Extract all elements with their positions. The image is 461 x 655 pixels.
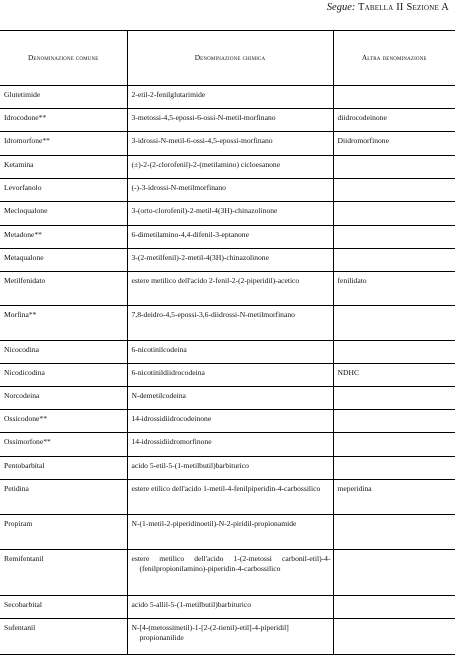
common-name-cell-text: Idromorfone**	[4, 136, 50, 145]
chemical-name-cell	[127, 272, 333, 306]
other-name-cell	[333, 156, 455, 179]
other-name-cell-text: meperidina	[337, 484, 372, 493]
chemical-name-cell	[127, 109, 333, 132]
common-name-cell-text: Propiram	[4, 519, 33, 528]
chemical-name-cell	[127, 410, 333, 433]
header-denominazione-chimica: Denominazione chimica	[127, 31, 333, 86]
table-row	[0, 364, 455, 387]
table-header-row	[0, 31, 455, 86]
common-name-cell	[0, 109, 127, 132]
common-name-cell	[0, 156, 127, 179]
table-row	[0, 249, 455, 272]
other-name-cell-text: fenilidato	[337, 276, 367, 285]
table-row	[0, 306, 455, 341]
chemical-name-cell-text: 7,8-deidro-4,5-epossi-3,6-diidrossi-N-metilmorfinano	[131, 310, 295, 319]
chemical-name-cell-text: 6-nicotinilcodeina	[131, 345, 187, 354]
common-name-cell	[0, 433, 127, 457]
other-name-cell	[333, 410, 455, 433]
chemical-name-cell-text: estere etilico dell'acido 1-metil-4-fenilpiperidin-4-carbossilico	[131, 484, 321, 493]
table-row	[0, 410, 455, 433]
chemical-name-cell-text: 3-metossi-4,5-epossi-6-ossi-N-metil-morfinano	[131, 113, 276, 122]
other-name-cell	[333, 109, 455, 132]
chemical-name-cell-text: estere metilico dell'acido 1-(2-metossi carbonil-etil)-4-(fenilpropionilamino)-piperidin-4-carbossilico	[131, 554, 331, 573]
table-row	[0, 132, 455, 156]
chemical-name-cell-text: 14-idrossidiidrocodeinone	[131, 414, 212, 423]
chemical-name-cell-text: 6-nicotinildiidrocodeina	[131, 368, 205, 377]
chemical-name-cell	[127, 596, 333, 619]
chemical-name-cell-text: 3-(orto-clorofenil)-2-metil-4(3H)-chinazolinone	[131, 206, 278, 215]
table-title: Tabella II Sezione A	[357, 2, 449, 13]
common-name-cell-text: Metadone**	[4, 230, 42, 239]
other-name-cell	[333, 457, 455, 480]
chemical-name-cell	[127, 619, 333, 655]
table-row	[0, 86, 455, 109]
substances-table	[0, 30, 455, 655]
chemical-name-cell-text: 3-idrossi-N-metil-6-ossi-4,5-epossi-morfinano	[131, 136, 273, 145]
common-name-cell-text: Metaqualone	[4, 253, 44, 262]
other-name-cell	[333, 433, 455, 457]
other-name-cell	[333, 515, 455, 550]
common-name-cell	[0, 480, 127, 515]
chemical-name-cell-text: (±)-2-(2-clorofenil)-2-(metilamino) cicloesanone	[131, 160, 281, 169]
common-name-cell	[0, 226, 127, 249]
common-name-cell	[0, 86, 127, 109]
chemical-name-cell	[127, 86, 333, 109]
other-name-cell	[333, 226, 455, 249]
common-name-cell-text: Norcodeina	[4, 391, 40, 400]
chemical-name-cell-text: 6-dimetilamino-4,4-difenil-3-eptanone	[131, 230, 249, 239]
chemical-name-cell-text: acido 5-allil-5-(1-metilbutil)barbiturico	[131, 600, 252, 609]
common-name-cell	[0, 132, 127, 156]
chemical-name-cell	[127, 156, 333, 179]
table-row	[0, 109, 455, 132]
common-name-cell-text: Sufentanil	[4, 623, 36, 632]
other-name-cell	[333, 341, 455, 364]
header-altra-denominazione: Altra denominazione	[333, 31, 455, 86]
chemical-name-cell	[127, 457, 333, 480]
chemical-name-cell	[127, 249, 333, 272]
common-name-cell-text: Metilfenidato	[4, 276, 46, 285]
common-name-cell	[0, 249, 127, 272]
table-row	[0, 341, 455, 364]
other-name-cell	[333, 387, 455, 410]
chemical-name-cell	[127, 364, 333, 387]
other-name-cell	[333, 306, 455, 341]
chemical-name-cell	[127, 550, 333, 596]
table-row	[0, 226, 455, 249]
common-name-cell	[0, 457, 127, 480]
other-name-cell	[333, 249, 455, 272]
common-name-cell-text: Petidina	[4, 484, 29, 493]
continuation-label: Segue:	[326, 2, 356, 13]
chemical-name-cell	[127, 202, 333, 226]
table-row	[0, 387, 455, 410]
table-row	[0, 515, 455, 550]
chemical-name-cell	[127, 341, 333, 364]
table-row	[0, 596, 455, 619]
table-caption	[327, 2, 449, 13]
chemical-name-cell-text: N-[4-(metossimetil)-1-[2-(2-tienil)-etil]-4-piperidil] propionanilide	[131, 623, 289, 642]
header-denominazione-comune: Denominazione comune	[0, 31, 127, 86]
common-name-cell	[0, 179, 127, 202]
common-name-cell-text: Mecloqualone	[4, 206, 48, 215]
other-name-cell	[333, 272, 455, 306]
common-name-cell	[0, 341, 127, 364]
other-name-cell	[333, 619, 455, 655]
other-name-cell	[333, 550, 455, 596]
other-name-cell	[333, 132, 455, 156]
common-name-cell-text: Ossicodone**	[4, 414, 48, 423]
other-name-cell	[333, 202, 455, 226]
table-row	[0, 202, 455, 226]
table-row	[0, 156, 455, 179]
common-name-cell	[0, 619, 127, 655]
common-name-cell-text: Remifentanil	[4, 554, 44, 563]
chemical-name-cell	[127, 306, 333, 341]
common-name-cell-text: Morfina**	[4, 310, 37, 319]
table-row	[0, 550, 455, 596]
common-name-cell	[0, 272, 127, 306]
chemical-name-cell-text: estere metilico dell'acido 2-fenil-2-(2-piperidil)-acetico	[131, 276, 300, 285]
common-name-cell-text: Ossimorfone**	[4, 437, 51, 446]
common-name-cell	[0, 515, 127, 550]
other-name-cell	[333, 364, 455, 387]
other-name-cell-text: NDHC	[337, 368, 360, 377]
common-name-cell-text: Levorfanolo	[4, 183, 42, 192]
common-name-cell	[0, 387, 127, 410]
chemical-name-cell-text: (-)-3-idrossi-N-metilmorfinano	[131, 183, 226, 192]
chemical-name-cell-text: N-(1-metil-2-piperidinoetil)-N-2-piridil-propionamide	[131, 519, 297, 528]
common-name-cell-text: Ketamina	[4, 160, 34, 169]
table-body	[0, 86, 455, 655]
common-name-cell	[0, 306, 127, 341]
chemical-name-cell	[127, 132, 333, 156]
other-name-cell	[333, 596, 455, 619]
chemical-name-cell	[127, 226, 333, 249]
common-name-cell-text: Secobarbital	[4, 600, 42, 609]
common-name-cell-text: Glutetimide	[4, 90, 41, 99]
other-name-cell-text: diidrocodeinone	[337, 113, 387, 122]
table-row	[0, 433, 455, 457]
other-name-cell-text: Diidromorfinone	[337, 136, 389, 145]
chemical-name-cell-text: 2-etil-2-fenilglutarimide	[131, 90, 206, 99]
chemical-name-cell	[127, 433, 333, 457]
common-name-cell-text: Idrocodone**	[4, 113, 47, 122]
chemical-name-cell-text: 3-(2-metilfenil)-2-metil-4(3H)-chinazolinone	[131, 253, 269, 262]
chemical-name-cell	[127, 480, 333, 515]
common-name-cell-text: Nicocodina	[4, 345, 40, 354]
common-name-cell-text: Pentobarbital	[4, 461, 45, 470]
common-name-cell	[0, 550, 127, 596]
chemical-name-cell-text: acido 5-etil-5-(1-metilbutil)barbiturico	[131, 461, 249, 470]
common-name-cell	[0, 364, 127, 387]
common-name-cell-text: Nicodicodina	[4, 368, 45, 377]
chemical-name-cell	[127, 515, 333, 550]
other-name-cell	[333, 86, 455, 109]
table-row	[0, 619, 455, 655]
other-name-cell	[333, 480, 455, 515]
common-name-cell	[0, 202, 127, 226]
table-row	[0, 179, 455, 202]
chemical-name-cell-text: 14-idrossidiidromorfinone	[131, 437, 212, 446]
common-name-cell	[0, 596, 127, 619]
table-row	[0, 480, 455, 515]
chemical-name-cell	[127, 387, 333, 410]
common-name-cell	[0, 410, 127, 433]
table-row	[0, 457, 455, 480]
chemical-name-cell	[127, 179, 333, 202]
chemical-name-cell-text: N-demetilcodeina	[131, 391, 186, 400]
other-name-cell	[333, 179, 455, 202]
table-row	[0, 272, 455, 306]
